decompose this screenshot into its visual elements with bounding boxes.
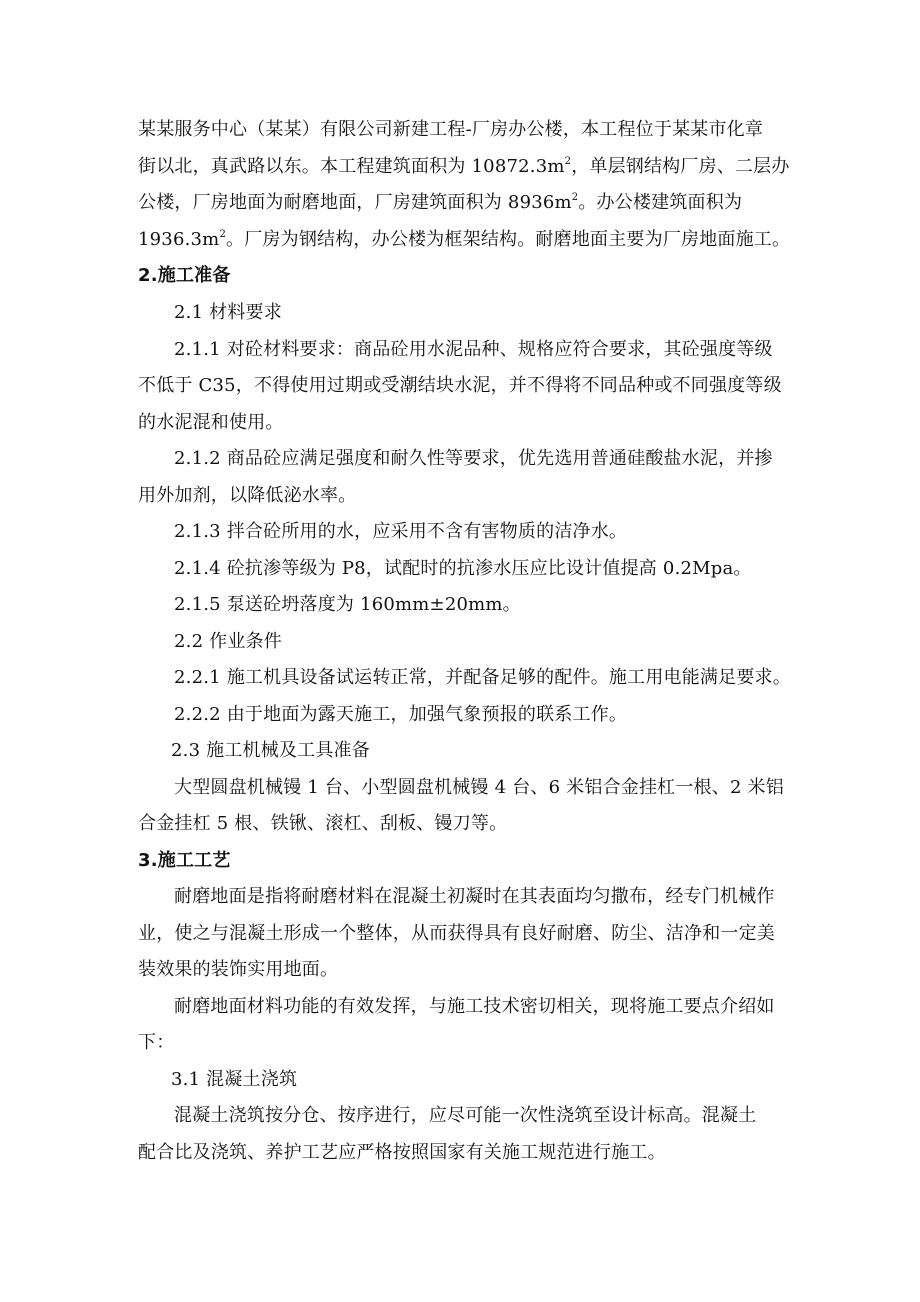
- s2-2-1: 2.2.1 施工机具设备试运转正常，并配备足够的配件。施工用电能满足要求。: [174, 667, 791, 688]
- s3-p2-line-2: 下：: [138, 1032, 175, 1053]
- s3-p1-line-1: 耐磨地面是指将耐磨材料在混凝土初凝时在其表面均匀撒布，经专门机械作: [174, 886, 775, 907]
- s3-p2-line-1: 耐磨地面材料功能的有效发挥，与施工技术密切相关，现将施工要点介绍如: [174, 996, 775, 1017]
- superscript-2c: 2: [219, 229, 227, 240]
- s2-1-4: 2.1.4 砼抗渗等级为 P8，试配时的抗渗水压应比设计值提高 0.2Mpa。: [174, 558, 752, 579]
- intro-suffix-3: 。厂房为钢结构，办公楼为框架结构。耐磨地面主要为厂房地面施工。: [226, 229, 791, 250]
- s2-1-1-line-1: 2.1.1 对砼材料要求：商品砼用水泥品种、规格应符合要求，其砼强度等级: [174, 339, 773, 360]
- s2-2-2: 2.2.2 由于地面为露天施工，加强气象预报的联系工作。: [174, 704, 628, 725]
- section-3-title: 3.施工工艺: [138, 850, 231, 871]
- superscript-2b: 2: [571, 192, 579, 203]
- s3-p1-line-2: 业，使之与混凝土形成一个整体，从而获得具有良好耐磨、防尘、洁净和一定美: [138, 923, 775, 944]
- intro-line-2: [138, 155, 790, 179]
- s2-1-5: 2.1.5 泵送砼坍落度为 160mm±20mm。: [174, 594, 521, 615]
- s2-3-title: 2.3 施工机械及工具准备: [171, 740, 370, 761]
- s3-p1-line-3: 装效果的装饰实用地面。: [138, 959, 339, 980]
- s2-1-2-line-2: 用外加剂，以降低泌水率。: [138, 485, 357, 506]
- intro-suffix-2: 。办公楼建筑面积为: [578, 192, 743, 213]
- intro-text-2: 街以北，真武路以东。本工程建筑面积为 10872.3m: [138, 156, 565, 177]
- intro-line-4: [138, 228, 790, 252]
- s2-1-1-line-2: 不低于 C35，不得使用过期或受潮结块水泥，并不得将不同品种或不同强度等级: [138, 375, 782, 396]
- s2-1-2-line-1: 2.1.2 商品砼应满足强度和耐久性等要求，优先选用普通硅酸盐水泥，并掺: [174, 448, 773, 469]
- s3-1-line-2: 配合比及浇筑、养护工艺应严格按照国家有关施工规范进行施工。: [138, 1142, 666, 1163]
- s2-3-line-1: 大型圆盘机械镘 1 台、小型圆盘机械镘 4 台、6 米铝合金挂杠一根、2 米铝: [174, 777, 784, 798]
- s2-2-title: 2.2 作业条件: [174, 631, 282, 652]
- s2-3-line-2: 合金挂杠 5 根、铁锹、滚杠、刮板、镘刀等。: [138, 813, 508, 834]
- intro-text-1: 某某服务中心（某某）有限公司新建工程-厂房办公楼，本工程位于某某市化章: [138, 119, 764, 140]
- superscript-2a: 2: [564, 156, 572, 167]
- section-2-title: 2.施工准备: [138, 265, 231, 286]
- s3-1-title: 3.1 混凝土浇筑: [171, 1069, 298, 1090]
- intro-line-3: [138, 191, 742, 215]
- s2-1-1-line-3: 的水泥混和使用。: [138, 412, 284, 433]
- intro-text-4: 1936.3m: [138, 229, 220, 250]
- s2-1-3: 2.1.3 拌合砼所用的水，应采用不含有害物质的洁净水。: [174, 521, 628, 542]
- s2-1-title: 2.1 材料要求: [174, 302, 282, 323]
- intro-line-1: [138, 118, 763, 142]
- s3-1-line-1: 混凝土浇筑按分仓、按序进行，应尽可能一次性浇筑至设计标高。混凝土: [174, 1105, 757, 1126]
- intro-suffix-1: ，单层钢结构厂房、二层办: [571, 156, 790, 177]
- intro-text-3: 公楼，厂房地面为耐磨地面，厂房建筑面积为 8936m: [138, 192, 572, 213]
